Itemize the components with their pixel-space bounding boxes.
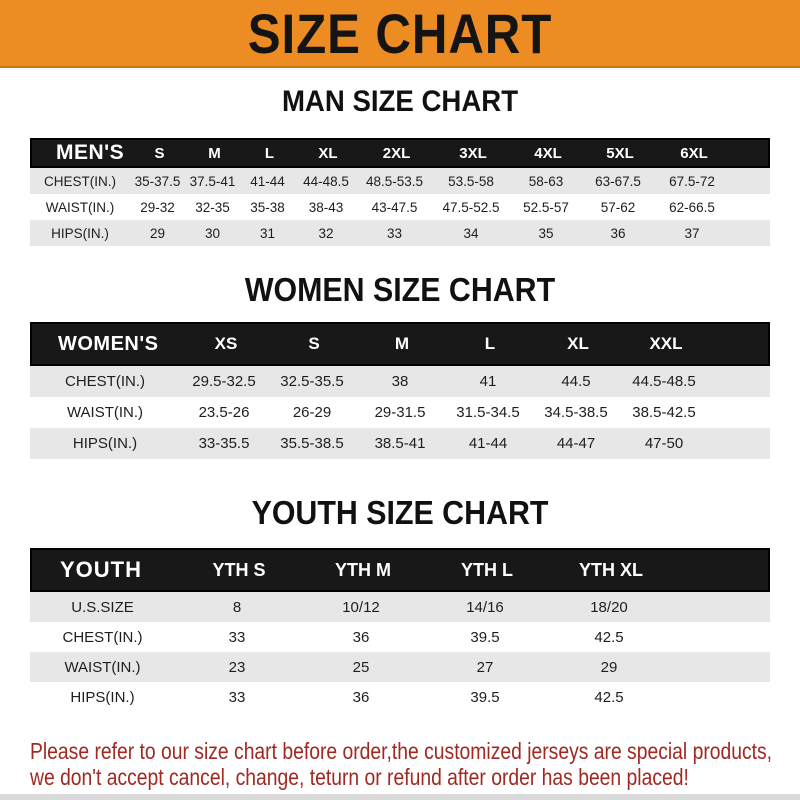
women-measurement-row — [30, 397, 770, 428]
youth-measurement-row — [30, 682, 770, 712]
women-size-column-header: M — [394, 334, 410, 353]
youth-size-value: 23 — [228, 658, 246, 676]
disclaimer-note — [30, 738, 773, 790]
youth-row-label: CHEST(IN.) — [62, 628, 143, 646]
women-size-column-header: S — [308, 334, 320, 353]
women-size-value: 44.5-48.5 — [632, 373, 696, 390]
youth-size-value: 42.5 — [594, 688, 624, 706]
women-size-value: 34.5-38.5 — [544, 404, 608, 421]
men-row-label: HIPS(IN.) — [51, 225, 109, 241]
women-size-value: 35.5-38.5 — [280, 435, 344, 452]
men-size-column-header: 6XL — [680, 144, 708, 162]
youth-size-value: 8 — [232, 598, 242, 616]
youth-table-header-row — [30, 548, 770, 592]
youth-row-label: HIPS(IN.) — [70, 688, 135, 706]
men-size-value: 41-44 — [250, 173, 285, 189]
women-table-label: WOMEN'S — [58, 332, 159, 355]
women-size-value: 32.5-35.5 — [280, 373, 344, 390]
men-size-value: 35-37.5 — [134, 173, 181, 189]
women-size-value: 47-50 — [644, 435, 684, 452]
men-size-value: 47.5-52.5 — [442, 199, 500, 215]
youth-section-title: YOUTH SIZE CHART — [251, 494, 549, 531]
men-size-value: 57-62 — [600, 199, 636, 215]
youth-table-label: YOUTH — [60, 557, 142, 582]
youth-size-column-header: YTH XL — [578, 559, 643, 580]
youth-size-value: 14/16 — [466, 598, 504, 616]
women-size-table — [30, 322, 770, 459]
men-measurement-row — [30, 168, 770, 194]
men-table-header-row — [30, 138, 770, 168]
women-size-value: 44.5 — [561, 373, 591, 390]
women-row-label: CHEST(IN.) — [65, 373, 145, 390]
women-size-column-header: XS — [214, 334, 238, 353]
youth-size-column-header: YTH S — [212, 559, 266, 580]
men-size-value: 67.5-72 — [669, 173, 715, 189]
men-size-value: 63-67.5 — [595, 173, 641, 189]
women-size-value: 29-31.5 — [374, 404, 426, 421]
youth-row-label: WAIST(IN.) — [64, 658, 141, 676]
youth-measurement-row — [30, 592, 770, 622]
women-size-value: 26-29 — [292, 404, 332, 421]
men-size-value: 48.5-53.5 — [365, 173, 424, 189]
women-size-value: 41 — [479, 373, 497, 390]
men-size-column-header: 3XL — [459, 144, 487, 162]
banner — [0, 0, 800, 68]
men-size-column-header: 2XL — [382, 144, 411, 162]
men-size-value: 58-63 — [528, 173, 564, 189]
men-size-column-header: XL — [318, 144, 338, 162]
women-size-value: 38.5-42.5 — [632, 404, 696, 421]
men-measurement-row — [30, 194, 770, 220]
youth-size-value: 10/12 — [342, 598, 380, 616]
women-row-label: HIPS(IN.) — [72, 435, 138, 452]
men-size-value: 43-47.5 — [371, 199, 418, 215]
women-size-column-header: XL — [567, 334, 589, 353]
men-size-value: 32 — [318, 225, 334, 241]
men-size-value: 29 — [149, 225, 166, 241]
men-size-value: 37.5-41 — [189, 173, 236, 189]
men-size-value: 32-35 — [195, 199, 230, 215]
men-size-value: 35 — [538, 225, 554, 241]
youth-size-value: 25 — [352, 658, 370, 676]
men-table-label: MEN'S — [56, 141, 125, 164]
men-size-value: 62-66.5 — [669, 199, 715, 215]
men-section-title: MAN SIZE CHART — [281, 85, 519, 118]
youth-measurement-row — [30, 622, 770, 652]
youth-size-value: 33 — [228, 688, 246, 706]
men-size-value: 53.5-58 — [448, 173, 494, 189]
youth-size-value: 39.5 — [470, 628, 500, 646]
women-size-column-header: L — [484, 334, 496, 353]
men-size-value: 33 — [386, 225, 403, 241]
men-size-value: 34 — [463, 225, 479, 241]
men-row-label: WAIST(IN.) — [45, 199, 115, 215]
men-measurement-row — [30, 220, 770, 246]
women-size-column-header: XXL — [649, 334, 683, 353]
men-size-value: 37 — [684, 225, 700, 241]
youth-row-label: U.S.SIZE — [71, 598, 134, 616]
men-size-column-header: S — [154, 144, 165, 162]
youth-size-table — [30, 548, 770, 712]
men-size-value: 44-48.5 — [303, 173, 349, 189]
banner-title: SIZE CHART — [247, 1, 553, 65]
youth-size-value: 36 — [352, 688, 370, 706]
women-section-title: WOMEN SIZE CHART — [244, 271, 556, 308]
men-size-value: 29-32 — [140, 199, 175, 215]
women-size-value: 38.5-41 — [374, 435, 426, 452]
youth-size-value: 29 — [600, 658, 618, 676]
women-measurement-row — [30, 366, 770, 397]
disclaimer-line-2: we don't accept cancel, change, teturn or refund after order has been placed! — [30, 764, 689, 790]
women-size-value: 31.5-34.5 — [456, 404, 520, 421]
men-size-value: 36 — [610, 225, 626, 241]
men-size-value: 52.5-57 — [523, 199, 569, 215]
youth-size-column-header: YTH L — [461, 559, 513, 580]
youth-size-value: 36 — [352, 628, 370, 646]
women-size-value: 44-47 — [556, 435, 596, 452]
women-row-label: WAIST(IN.) — [66, 404, 144, 421]
men-size-column-header: M — [208, 144, 221, 162]
women-size-value: 33-35.5 — [198, 435, 250, 452]
men-size-value: 31 — [259, 225, 276, 241]
youth-size-value: 42.5 — [594, 628, 624, 646]
women-table-header-row — [30, 322, 770, 366]
men-size-value: 38-43 — [308, 199, 344, 215]
men-size-value: 35-38 — [250, 199, 285, 215]
youth-size-value: 27 — [476, 658, 494, 676]
men-row-label: CHEST(IN.) — [44, 173, 116, 189]
women-size-value: 38 — [391, 373, 409, 390]
men-size-table — [30, 138, 770, 246]
women-size-value: 29.5-32.5 — [192, 373, 256, 390]
youth-measurement-row — [30, 652, 770, 682]
men-size-value: 30 — [204, 225, 221, 241]
bottom-edge-strip — [0, 794, 800, 800]
men-size-column-header: 5XL — [606, 144, 634, 162]
men-size-column-header: 4XL — [534, 144, 562, 162]
women-size-value: 23.5-26 — [198, 404, 250, 421]
youth-size-value: 39.5 — [470, 688, 500, 706]
youth-size-value: 33 — [228, 628, 246, 646]
women-measurement-row — [30, 428, 770, 459]
youth-size-column-header: YTH M — [335, 559, 391, 580]
men-size-column-header: L — [264, 144, 275, 162]
women-size-value: 41-44 — [468, 435, 508, 452]
disclaimer-line-1: Please refer to our size chart before order,the customized jerseys are special products, — [30, 738, 773, 764]
youth-size-value: 18/20 — [590, 598, 628, 616]
